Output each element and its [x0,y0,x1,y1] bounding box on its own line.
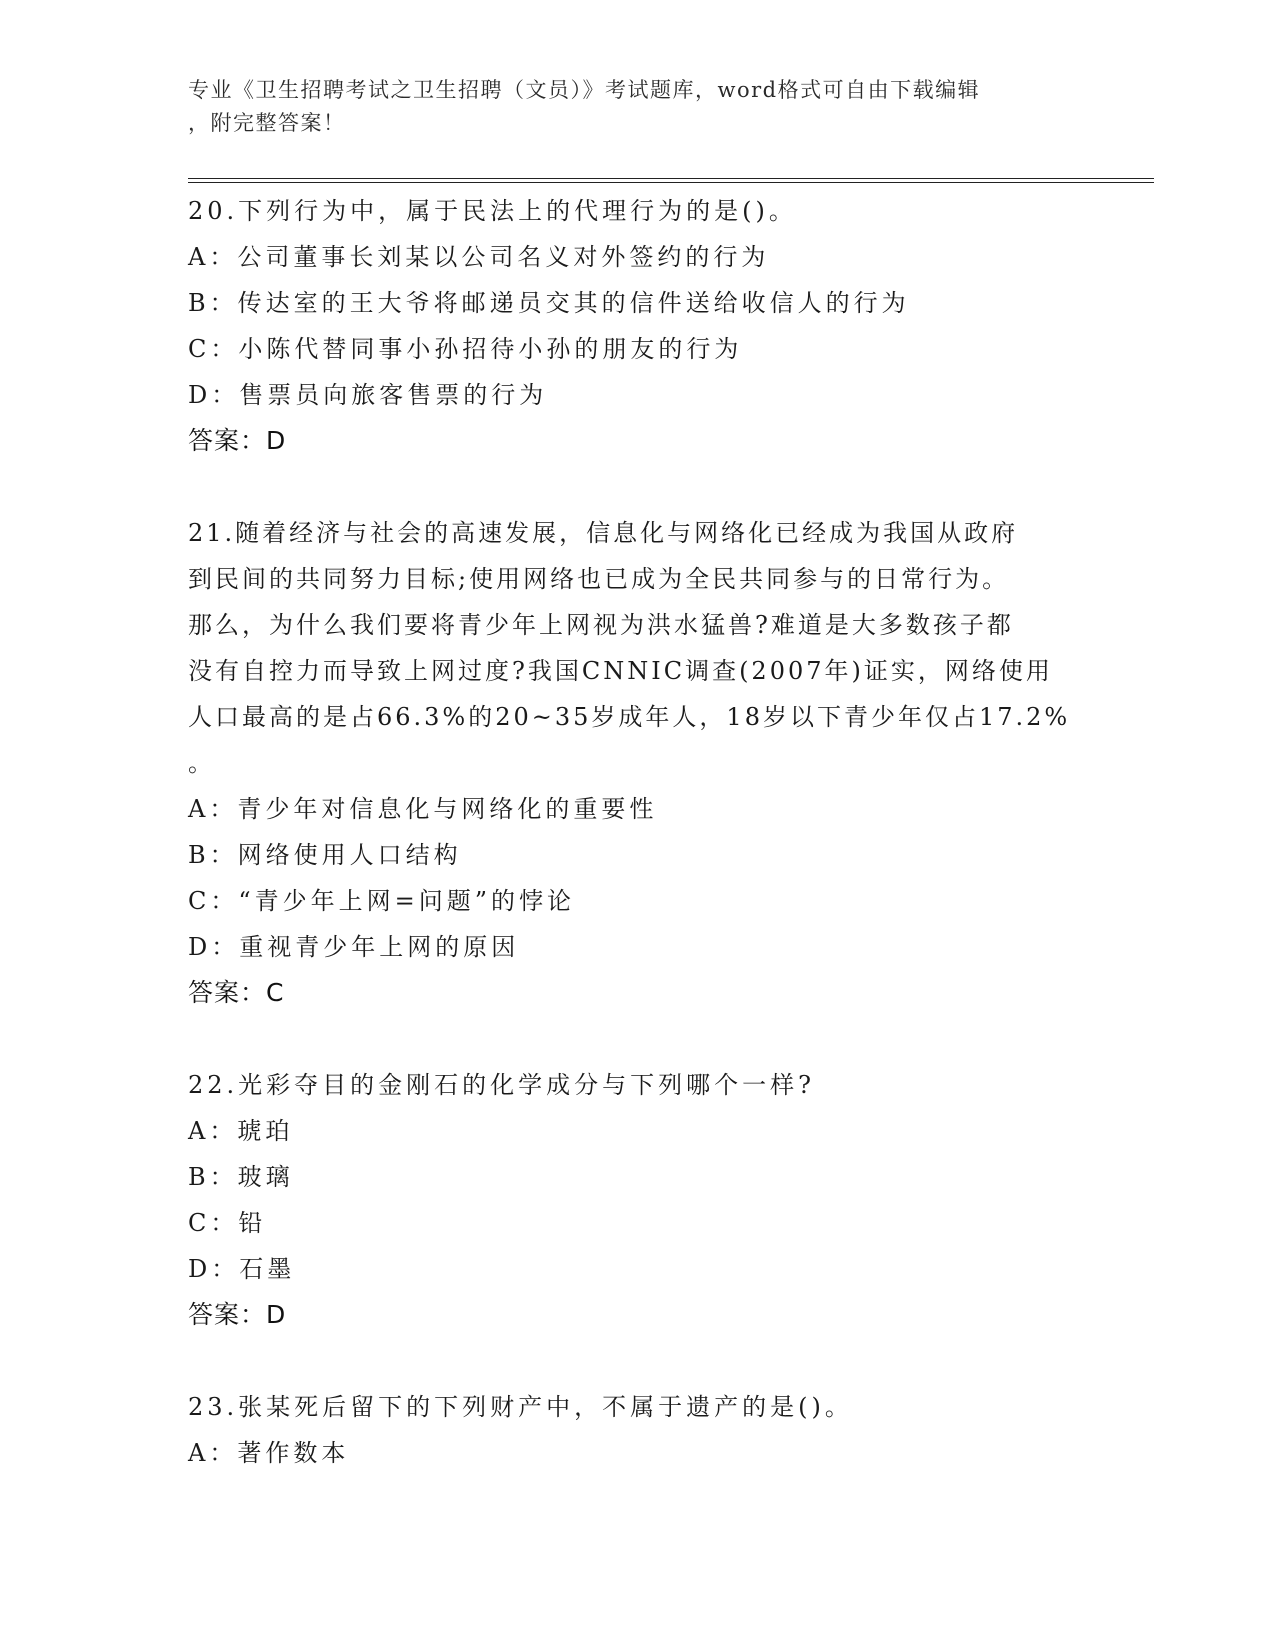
header-line-1: 专业《卫生招聘考试之卫生招聘（文员）》考试题库，word格式可自由下载编辑 [188,78,981,102]
option-c: C：小陈代替同事小孙招待小孙的朋友的行为 [188,335,743,363]
option-b: B：网络使用人口结构 [188,841,462,869]
spacer [188,464,1088,510]
header-divider [188,178,1154,183]
option-b: B：玻璃 [188,1163,294,1191]
spacer [188,1338,1088,1384]
option-a: A：青少年对信息化与网络化的重要性 [188,795,658,823]
question-stem-line: 人口最高的是占66.3%的20~35岁成年人，18岁以下青少年仅占17.2% [188,703,1071,731]
question-stem-line: 没有自控力而导致上网过度?我国CNNIC调查(2007年)证实，网络使用 [188,657,1053,685]
header-line-2: ，附完整答案！ [188,111,346,135]
option-a: A：公司董事长刘某以公司名义对外签约的行为 [188,243,770,271]
question-20 [188,188,1088,464]
option-a: A：著作数本 [188,1439,350,1467]
option-a: A：琥珀 [188,1117,294,1145]
spacer [188,1016,1088,1062]
question-21 [188,510,1088,1016]
answer-label: 答案：C [188,978,285,1007]
option-d: D：石墨 [188,1255,296,1283]
question-list [188,188,1088,1476]
question-23 [188,1384,1088,1476]
question-stem-line: 那么，为什么我们要将青少年上网视为洪水猛兽?难道是大多数孩子都 [188,611,1014,639]
option-b: B：传达室的王大爷将邮递员交其的信件送给收信人的行为 [188,289,910,317]
option-c: C：“青少年上网=问题”的悖论 [188,887,576,915]
question-stem-line: 到民间的共同努力目标;使用网络也已成为全民共同参与的日常行为。 [188,565,1010,593]
question-stem: 20.下列行为中，属于民法上的代理行为的是()。 [188,197,797,225]
question-stem-line: 。 [188,749,215,777]
question-stem: 22.光彩夺目的金刚石的化学成分与下列哪个一样? [188,1071,816,1099]
question-stem-line: 21.随着经济与社会的高速发展，信息化与网络化已经成为我国从政府 [188,519,1019,547]
answer-label: 答案：D [188,426,287,455]
answer-label: 答案：D [188,1300,287,1329]
question-22 [188,1062,1088,1338]
option-c: C：铅 [188,1209,267,1237]
option-d: D：重视青少年上网的原因 [188,933,520,961]
question-stem: 23.张某死后留下的下列财产中，不属于遗产的是()。 [188,1393,853,1421]
option-d: D：售票员向旅客售票的行为 [188,381,548,409]
document-header [188,74,1068,140]
